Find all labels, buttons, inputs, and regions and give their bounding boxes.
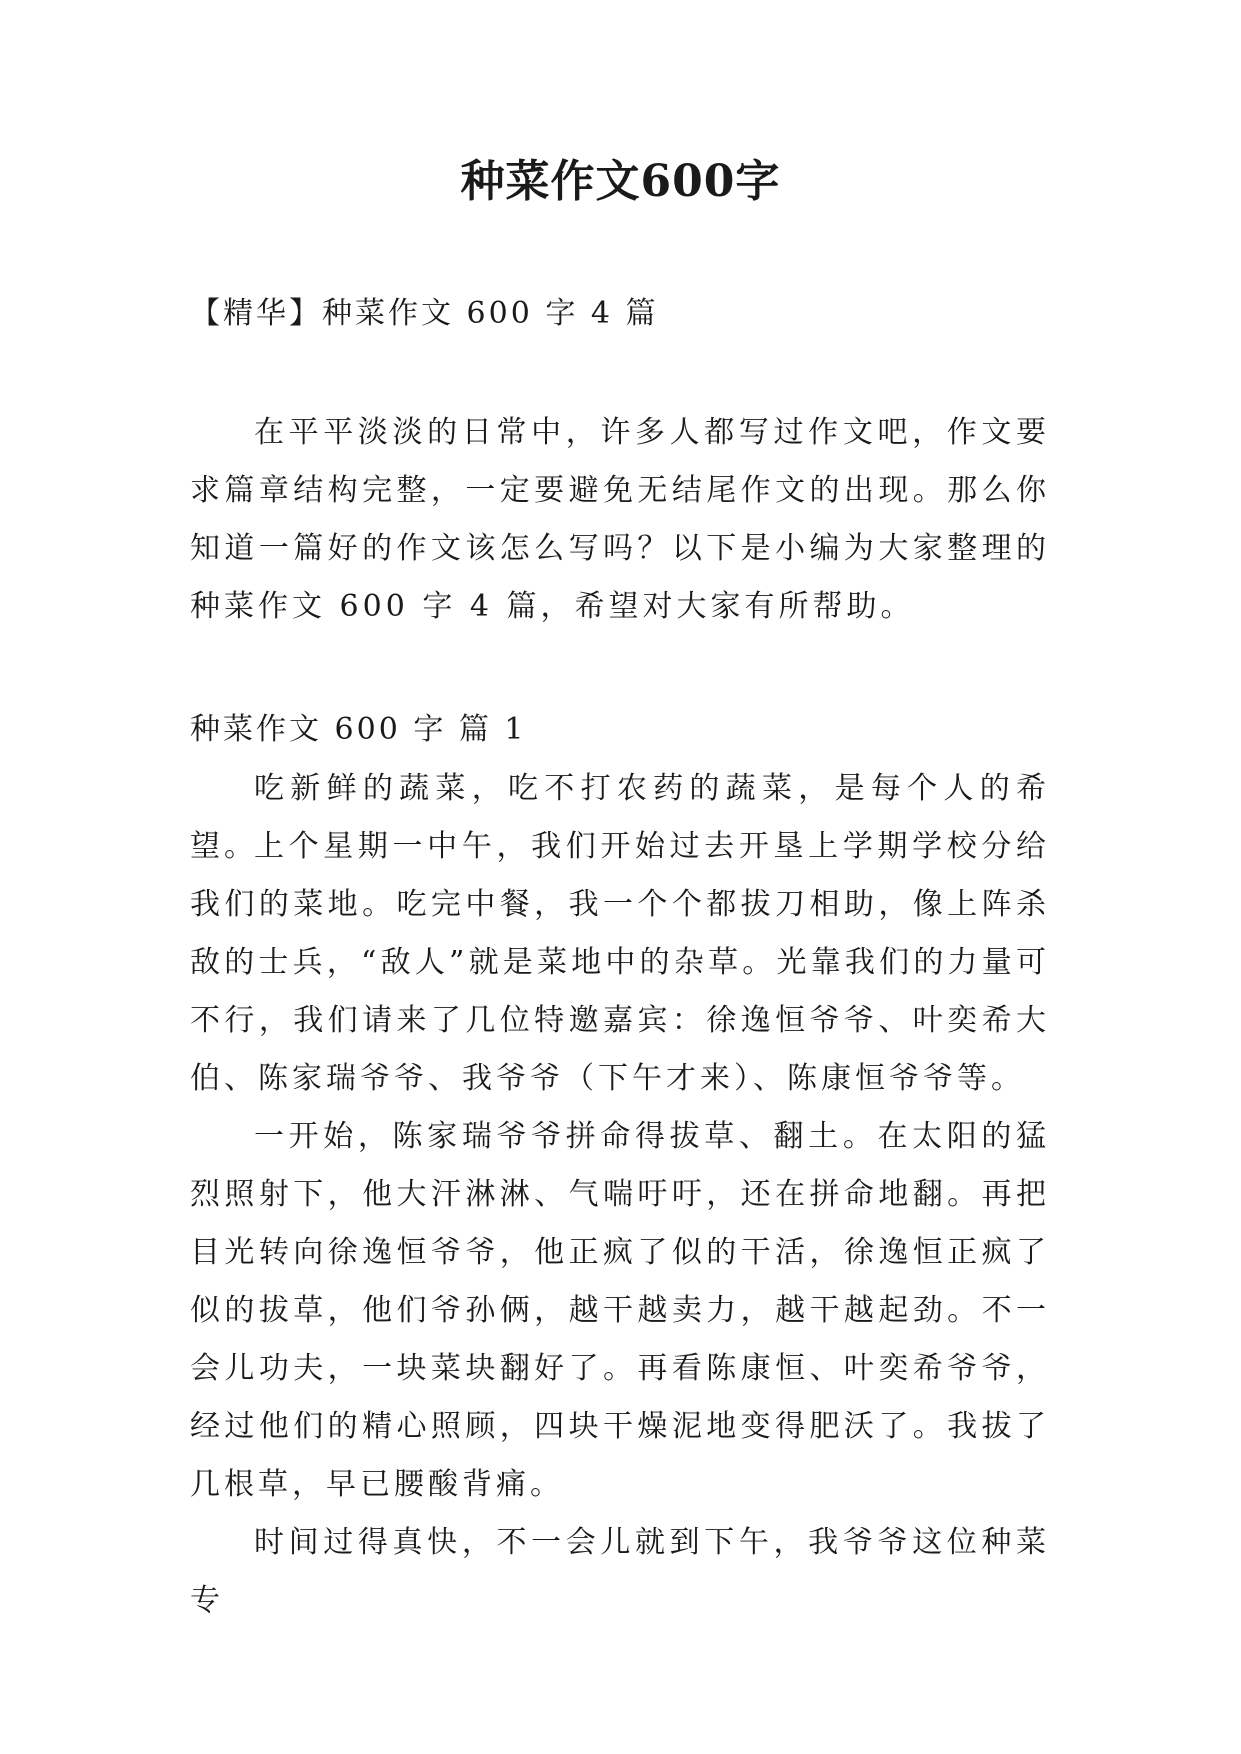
document-title: 种菜作文600字 [460,156,781,207]
body-paragraph-4: 时间过得真快，不一会儿就到下午，我爷爷这位种菜专 [190,1525,1050,1618]
body-paragraph-3: 一开始，陈家瑞爷爷拼命得拔草、翻土。在太阳的猛烈照射下，他大汗淋淋、气喘吁吁，还在拼命地翻。再把目光转向徐逸恒爷爷，他正疯了似的干活，徐逸恒正疯了似的拔草，他们爷孙俩，越干越卖力，越干越起劲。不一会儿功夫，一块菜块翻好了。再看陈康恒、叶奕希爷爷，经过他们的精心照顾，四块干燥泥地变得肥沃了。我拔了几根草，早已腰酸背痛。 [190,1119,1050,1502]
body-paragraph-1: 吃新鲜的蔬菜，吃不打农药的蔬菜，是每个人的希望。 [190,771,1050,864]
document-subtitle: 【精华】种菜作文 600 字 4 篇 [190,296,659,331]
section-heading: 种菜作文 600 字 篇 1 [190,712,527,747]
intro-paragraph: 在平平淡淡的日常中，许多人都写过作文吧，作文要求篇章结构完整，一定要避免无结尾作文的出现。那么你知道一篇好的作文该怎么写吗？以下是小编为大家整理的种菜作文 600 字 4 篇，希望对大家有所帮助。 [190,415,1050,624]
body-paragraph-2: 上个星期一中午，我们开始过去开垦上学期学校分给我们的菜地。吃完中餐，我一个个都拔刀相助，像上阵杀敌的士兵，“敌人”就是菜地中的杂草。光靠我们的力量可不行，我们请来了几位特邀嘉宾：徐逸恒爷爷、叶奕希大伯、陈家瑞爷爷、我爷爷（下午才来）、陈康恒爷爷等。 [190,829,1050,1096]
